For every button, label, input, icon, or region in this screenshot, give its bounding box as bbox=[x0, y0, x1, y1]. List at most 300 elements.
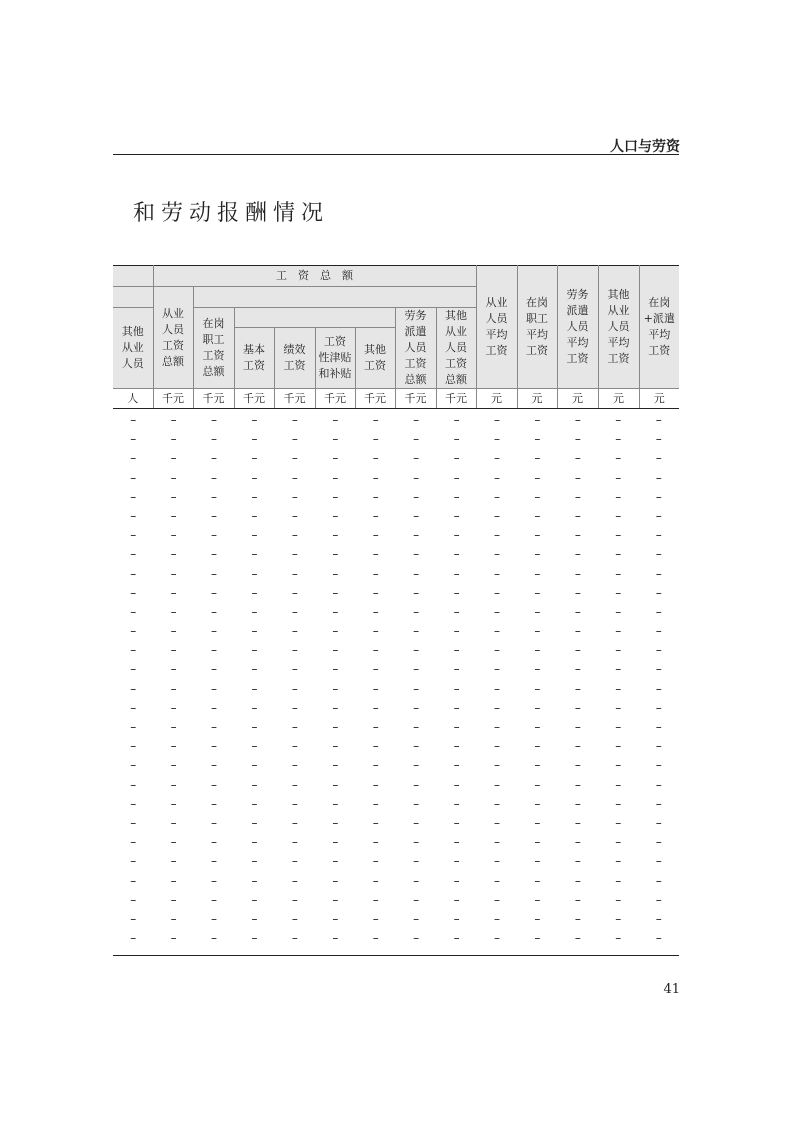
table-cell: – bbox=[372, 547, 379, 562]
table-cell: – bbox=[615, 720, 622, 734]
table-cell: – bbox=[372, 777, 379, 792]
table-cell: – bbox=[170, 604, 177, 619]
table-cell: – bbox=[615, 413, 622, 427]
table-row bbox=[113, 584, 679, 603]
table-cell: – bbox=[372, 681, 379, 696]
table-cell: – bbox=[574, 892, 581, 907]
table-cell: – bbox=[251, 585, 258, 600]
table-cell: – bbox=[291, 451, 298, 466]
table-cell: – bbox=[372, 796, 379, 811]
table-cell: – bbox=[170, 758, 177, 773]
table-cell: – bbox=[655, 508, 662, 523]
basic-wage-header: 基本 工资 bbox=[234, 327, 274, 388]
table-cell: – bbox=[130, 796, 137, 811]
table-cell: – bbox=[494, 681, 500, 696]
table-cell: – bbox=[655, 624, 662, 639]
table-cell: – bbox=[494, 873, 500, 888]
table-cell: – bbox=[494, 470, 500, 485]
table-cell: – bbox=[130, 931, 137, 946]
table-cell: – bbox=[332, 662, 339, 677]
table-cell: – bbox=[251, 796, 258, 811]
table-cell: – bbox=[130, 815, 137, 830]
table-cell: – bbox=[372, 931, 379, 946]
table-cell: – bbox=[534, 604, 541, 619]
running-head: 人口与劳资 bbox=[610, 139, 680, 155]
table-cell: – bbox=[453, 451, 460, 466]
table-row bbox=[113, 641, 679, 660]
table-cell: – bbox=[413, 758, 420, 773]
table-cell: – bbox=[372, 662, 379, 677]
table-cell: – bbox=[655, 911, 662, 926]
table-cell: – bbox=[130, 643, 137, 658]
table-cell: – bbox=[453, 681, 460, 696]
table-cell: – bbox=[413, 720, 420, 734]
table-cell: – bbox=[574, 528, 581, 543]
table-cell: – bbox=[655, 432, 662, 447]
other-wage-header: 其他 工资 bbox=[355, 327, 395, 388]
table-cell: – bbox=[130, 739, 137, 754]
table-cell: – bbox=[494, 835, 500, 850]
table-row bbox=[113, 852, 679, 871]
table-cell: – bbox=[332, 931, 339, 946]
table-cell: – bbox=[291, 432, 298, 447]
table-cell: – bbox=[413, 585, 420, 600]
table-cell: – bbox=[413, 624, 420, 639]
allowance-header: 工资 性津贴 和补贴 bbox=[315, 327, 355, 388]
table-cell: – bbox=[291, 585, 298, 600]
table-cell: – bbox=[291, 528, 298, 543]
table-cell: – bbox=[251, 413, 258, 427]
table-cell: – bbox=[453, 566, 460, 581]
table-cell: – bbox=[372, 604, 379, 619]
unit-cell: 千元 bbox=[274, 389, 315, 409]
table-cell: – bbox=[413, 892, 420, 907]
table-cell: – bbox=[170, 796, 177, 811]
table-cell: – bbox=[534, 489, 541, 504]
table-cell: – bbox=[534, 931, 541, 946]
table-cell: – bbox=[372, 700, 379, 715]
table-cell: – bbox=[170, 489, 177, 504]
table-cell: – bbox=[130, 892, 137, 907]
table-cell: – bbox=[291, 604, 298, 619]
table-cell: – bbox=[170, 547, 177, 562]
table-cell: – bbox=[534, 643, 541, 658]
table-cell: – bbox=[534, 451, 541, 466]
unit-cell: 元 bbox=[557, 389, 598, 409]
table-cell: – bbox=[615, 796, 622, 811]
table-cell: – bbox=[494, 451, 500, 466]
table-cell: – bbox=[655, 815, 662, 830]
table-cell: – bbox=[574, 432, 581, 447]
table-cell: – bbox=[170, 700, 177, 715]
table-row bbox=[113, 718, 679, 737]
table-cell: – bbox=[130, 432, 137, 447]
table-cell: – bbox=[130, 413, 137, 427]
page-number: 41 bbox=[663, 982, 680, 997]
table-cell: – bbox=[130, 911, 137, 926]
table-cell: – bbox=[534, 854, 541, 869]
unit-cell: 千元 bbox=[153, 389, 193, 409]
table-cell: – bbox=[655, 931, 662, 946]
table-cell: – bbox=[372, 451, 379, 466]
table-cell: – bbox=[211, 585, 218, 600]
table-cell: – bbox=[211, 547, 218, 562]
table-cell: – bbox=[494, 566, 500, 581]
table-cell: – bbox=[494, 643, 500, 658]
table-row bbox=[113, 737, 679, 756]
table-cell: – bbox=[332, 796, 339, 811]
table-cell: – bbox=[494, 739, 500, 754]
table-cell: – bbox=[332, 413, 339, 427]
table-cell: – bbox=[574, 662, 581, 677]
table-cell: – bbox=[170, 470, 177, 485]
table-cell: – bbox=[372, 432, 379, 447]
table-cell: – bbox=[413, 681, 420, 696]
table-cell: – bbox=[170, 413, 177, 427]
table-cell: – bbox=[615, 508, 622, 523]
table-cell: – bbox=[453, 432, 460, 447]
table-cell: – bbox=[494, 854, 500, 869]
table-cell: – bbox=[372, 835, 379, 850]
table-cell: – bbox=[291, 700, 298, 715]
table-cell: – bbox=[494, 547, 500, 562]
table-cell: – bbox=[291, 931, 298, 946]
table-cell: – bbox=[130, 528, 137, 543]
table-cell: – bbox=[615, 911, 622, 926]
table-row bbox=[113, 699, 679, 718]
table-cell: – bbox=[655, 796, 662, 811]
table-row bbox=[113, 430, 679, 449]
table-cell: – bbox=[130, 662, 137, 677]
page-title: 和劳动报酬情况 bbox=[133, 201, 330, 226]
table-cell: – bbox=[130, 604, 137, 619]
table-cell: – bbox=[130, 566, 137, 581]
table-cell: – bbox=[332, 854, 339, 869]
table-cell: – bbox=[170, 432, 177, 447]
table-row bbox=[113, 891, 679, 910]
table-cell: – bbox=[655, 566, 662, 581]
table-cell: – bbox=[130, 547, 137, 562]
table-cell: – bbox=[251, 451, 258, 466]
table-cell: – bbox=[332, 758, 339, 773]
table-row bbox=[113, 526, 679, 545]
table-cell: – bbox=[494, 489, 500, 504]
table-cell: – bbox=[534, 681, 541, 696]
table-row bbox=[113, 488, 679, 507]
table-cell: – bbox=[170, 643, 177, 658]
table-cell: – bbox=[170, 911, 177, 926]
bottom-rule bbox=[113, 955, 679, 956]
table-cell: – bbox=[372, 489, 379, 504]
table-cell: – bbox=[291, 835, 298, 850]
table-cell: – bbox=[534, 470, 541, 485]
wage-total-header: 工 资 总 额 bbox=[153, 266, 476, 287]
table-cell: – bbox=[453, 892, 460, 907]
table-cell: – bbox=[170, 624, 177, 639]
table-cell: – bbox=[413, 873, 420, 888]
table-cell: – bbox=[534, 413, 541, 427]
unit-cell: 元 bbox=[598, 389, 639, 409]
table-cell: – bbox=[413, 739, 420, 754]
table-cell: – bbox=[170, 835, 177, 850]
table-body bbox=[113, 411, 679, 948]
table-cell: – bbox=[211, 432, 218, 447]
table-cell: – bbox=[574, 854, 581, 869]
table-cell: – bbox=[615, 643, 622, 658]
table-cell: – bbox=[170, 662, 177, 677]
table-cell: – bbox=[615, 604, 622, 619]
table-cell: – bbox=[534, 585, 541, 600]
table-cell: – bbox=[211, 681, 218, 696]
table-cell: – bbox=[453, 624, 460, 639]
table-cell: – bbox=[332, 739, 339, 754]
table-cell: – bbox=[211, 700, 218, 715]
table-cell: – bbox=[413, 911, 420, 926]
table-cell: – bbox=[413, 413, 420, 427]
table-cell: – bbox=[372, 854, 379, 869]
table-cell: – bbox=[453, 470, 460, 485]
table-cell: – bbox=[251, 815, 258, 830]
table-cell: – bbox=[413, 643, 420, 658]
table-cell: – bbox=[534, 662, 541, 677]
table-cell: – bbox=[291, 662, 298, 677]
table-cell: – bbox=[211, 604, 218, 619]
table-cell: – bbox=[655, 700, 662, 715]
table-cell: – bbox=[615, 777, 622, 792]
table-cell: – bbox=[211, 854, 218, 869]
table-cell: – bbox=[615, 566, 622, 581]
table-cell: – bbox=[332, 604, 339, 619]
table-cell: – bbox=[332, 528, 339, 543]
table-cell: – bbox=[494, 604, 500, 619]
table-cell: – bbox=[453, 508, 460, 523]
table-cell: – bbox=[211, 566, 218, 581]
table-cell: – bbox=[211, 931, 218, 946]
table-cell: – bbox=[413, 508, 420, 523]
table-row bbox=[113, 929, 679, 948]
table-cell: – bbox=[130, 873, 137, 888]
table-cell: – bbox=[332, 911, 339, 926]
table-cell: – bbox=[615, 815, 622, 830]
table-cell: – bbox=[494, 528, 500, 543]
unit-cell: 人 bbox=[113, 389, 153, 409]
table-cell: – bbox=[251, 700, 258, 715]
table-cell: – bbox=[615, 528, 622, 543]
table-cell: – bbox=[170, 815, 177, 830]
table-cell: – bbox=[332, 585, 339, 600]
table-cell: – bbox=[332, 470, 339, 485]
table-cell: – bbox=[170, 451, 177, 466]
table-cell: – bbox=[251, 604, 258, 619]
table-cell: – bbox=[332, 720, 339, 734]
table-cell: – bbox=[615, 854, 622, 869]
table-cell: – bbox=[453, 528, 460, 543]
table-cell: – bbox=[291, 508, 298, 523]
table-cell: – bbox=[453, 739, 460, 754]
table-cell: – bbox=[332, 777, 339, 792]
table-cell: – bbox=[655, 854, 662, 869]
table-cell: – bbox=[130, 700, 137, 715]
table-cell: – bbox=[574, 815, 581, 830]
table-cell: – bbox=[534, 508, 541, 523]
table-cell: – bbox=[372, 739, 379, 754]
table-cell: – bbox=[615, 489, 622, 504]
table-cell: – bbox=[211, 451, 218, 466]
table-cell: – bbox=[453, 604, 460, 619]
table-cell: – bbox=[251, 624, 258, 639]
table-row bbox=[113, 776, 679, 795]
table-cell: – bbox=[534, 873, 541, 888]
table-cell: – bbox=[574, 604, 581, 619]
table-cell: – bbox=[574, 835, 581, 850]
table-cell: – bbox=[332, 835, 339, 850]
unit-cell: 元 bbox=[517, 389, 557, 409]
table-cell: – bbox=[211, 489, 218, 504]
table-cell: – bbox=[615, 873, 622, 888]
table-cell: – bbox=[372, 413, 379, 427]
table-cell: – bbox=[130, 624, 137, 639]
table-cell: – bbox=[413, 662, 420, 677]
table-cell: – bbox=[655, 547, 662, 562]
table-cell: – bbox=[413, 489, 420, 504]
table-cell: – bbox=[291, 815, 298, 830]
table-cell: – bbox=[413, 931, 420, 946]
table-cell: – bbox=[372, 470, 379, 485]
table-cell: – bbox=[655, 528, 662, 543]
table-cell: – bbox=[494, 815, 500, 830]
table-cell: – bbox=[574, 585, 581, 600]
table-cell: – bbox=[251, 835, 258, 850]
blank-cell bbox=[113, 287, 153, 308]
table-cell: – bbox=[494, 931, 500, 946]
table-cell: – bbox=[494, 911, 500, 926]
table-cell: – bbox=[494, 796, 500, 811]
table-row bbox=[113, 603, 679, 622]
table-cell: – bbox=[211, 470, 218, 485]
table-cell: – bbox=[251, 470, 258, 485]
table-cell: – bbox=[574, 451, 581, 466]
table-cell: – bbox=[211, 739, 218, 754]
table-cell: – bbox=[615, 662, 622, 677]
table-cell: – bbox=[574, 796, 581, 811]
table-cell: – bbox=[372, 566, 379, 581]
table-cell: – bbox=[494, 758, 500, 773]
other-staff-wage-total-header: 其他 从业 人员 工资 总额 bbox=[436, 308, 476, 389]
table-cell: – bbox=[494, 892, 500, 907]
units-row bbox=[113, 389, 679, 409]
unit-cell: 千元 bbox=[234, 389, 274, 409]
table-cell: – bbox=[211, 777, 218, 792]
table-row bbox=[113, 507, 679, 526]
table-cell: – bbox=[453, 796, 460, 811]
table-cell: – bbox=[655, 470, 662, 485]
other-staff-count-header: 其他 从业 人员 bbox=[113, 308, 153, 389]
table-cell: – bbox=[332, 700, 339, 715]
table-cell: – bbox=[413, 815, 420, 830]
table-cell: – bbox=[130, 508, 137, 523]
table-row bbox=[113, 545, 679, 564]
table-cell: – bbox=[413, 700, 420, 715]
table-cell: – bbox=[372, 911, 379, 926]
staff-wage-total-header: 从业 人员 工资 总额 bbox=[153, 287, 193, 389]
table-cell: – bbox=[291, 873, 298, 888]
table-cell: – bbox=[453, 489, 460, 504]
table-cell: – bbox=[251, 777, 258, 792]
table-cell: – bbox=[615, 624, 622, 639]
table-cell: – bbox=[413, 796, 420, 811]
table-cell: – bbox=[453, 911, 460, 926]
table-cell: – bbox=[211, 835, 218, 850]
table-cell: – bbox=[372, 758, 379, 773]
table-cell: – bbox=[251, 508, 258, 523]
table-cell: – bbox=[251, 720, 258, 734]
table-cell: – bbox=[372, 892, 379, 907]
table-cell: – bbox=[534, 624, 541, 639]
table-cell: – bbox=[655, 873, 662, 888]
unit-cell: 千元 bbox=[436, 389, 476, 409]
table-cell: – bbox=[372, 508, 379, 523]
table-cell: – bbox=[211, 911, 218, 926]
table-cell: – bbox=[494, 585, 500, 600]
onpost-avg-wage-header: 在岗 职工 平均 工资 bbox=[517, 266, 557, 389]
table-cell: – bbox=[291, 681, 298, 696]
table-cell: – bbox=[615, 547, 622, 562]
table-cell: – bbox=[655, 604, 662, 619]
table-cell: – bbox=[453, 758, 460, 773]
blank-cell bbox=[193, 287, 476, 308]
table-cell: – bbox=[251, 892, 258, 907]
table-cell: – bbox=[332, 489, 339, 504]
table-cell: – bbox=[332, 451, 339, 466]
table-cell: – bbox=[655, 681, 662, 696]
table-cell: – bbox=[574, 700, 581, 715]
table-cell: – bbox=[534, 720, 541, 734]
table-cell: – bbox=[655, 489, 662, 504]
table-cell: – bbox=[413, 835, 420, 850]
table-row bbox=[113, 622, 679, 641]
table-cell: – bbox=[332, 624, 339, 639]
table-cell: – bbox=[413, 547, 420, 562]
unit-cell: 千元 bbox=[193, 389, 234, 409]
table-cell: – bbox=[655, 739, 662, 754]
table-cell: – bbox=[372, 815, 379, 830]
table-cell: – bbox=[534, 892, 541, 907]
table-header bbox=[113, 265, 679, 409]
table-cell: – bbox=[494, 508, 500, 523]
table-cell: – bbox=[170, 528, 177, 543]
table-cell: – bbox=[251, 854, 258, 869]
table-cell: – bbox=[211, 624, 218, 639]
table-cell: – bbox=[534, 777, 541, 792]
table-cell: – bbox=[574, 643, 581, 658]
table-cell: – bbox=[615, 700, 622, 715]
table-cell: – bbox=[655, 835, 662, 850]
table-cell: – bbox=[170, 508, 177, 523]
table-row bbox=[113, 411, 679, 430]
table-cell: – bbox=[494, 432, 500, 447]
table-cell: – bbox=[332, 432, 339, 447]
table-cell: – bbox=[453, 720, 460, 734]
table-cell: – bbox=[130, 777, 137, 792]
table-cell: – bbox=[453, 777, 460, 792]
table-cell: – bbox=[130, 720, 137, 734]
table-cell: – bbox=[574, 489, 581, 504]
table-row bbox=[113, 756, 679, 775]
table-cell: – bbox=[372, 643, 379, 658]
table-cell: – bbox=[372, 624, 379, 639]
table-cell: – bbox=[170, 739, 177, 754]
table-cell: – bbox=[534, 796, 541, 811]
